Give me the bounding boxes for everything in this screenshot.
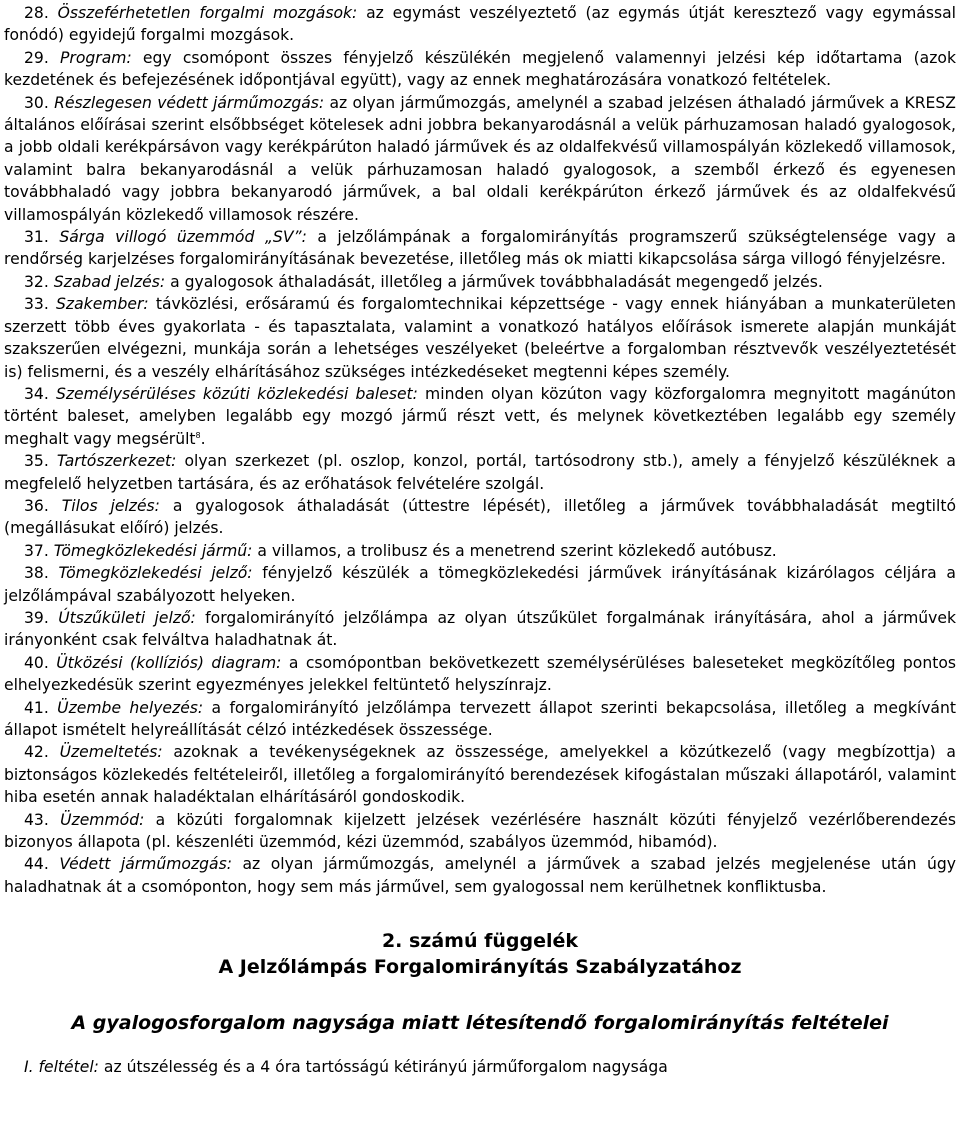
definition-item bbox=[4, 562, 956, 607]
definition-item bbox=[4, 809, 956, 854]
definition-term: Részlegesen védett járműmozgás: bbox=[54, 93, 325, 112]
definition-text: minden olyan közúton vagy közforgalomra megnyitott magánúton történt baleset, amelyben legalább egy mozgó jármű részt vett, és melynek következtében legalább egy személy meghalt vagy megsérült bbox=[4, 384, 956, 448]
definition-text: a jelzőlámpának a forgalomirányítás programszerű szükségtelensége vagy a rendőrség karjelzéses forgalomirányításának bevezetése, illetőleg más ok miatti kikapcsolása sárga villogó fényjelzésre. bbox=[4, 228, 956, 269]
condition-line bbox=[24, 1056, 956, 1078]
definition-number: 44. bbox=[24, 855, 49, 874]
definition-text: az egymást veszélyeztető (az egymás útját keresztező vagy egymással fonódó) egyidejű forgalmi mozgások. bbox=[4, 4, 956, 45]
definition-item bbox=[4, 741, 956, 808]
definition-item bbox=[4, 293, 956, 383]
definition-number: 37. bbox=[24, 541, 49, 560]
definition-number: 31. bbox=[24, 228, 49, 247]
definition-text: egy csomópont összes fényjelző készülékén megjelenő valamennyi jelzési kép időtartama (azok kezdetének és befejezésének időpontjával együtt), vagy az ennek meghatározására vonatkozó feltételek. bbox=[4, 48, 956, 90]
definition-text: forgalomirányító jelzőlámpa az olyan útszűkület forgalmának irányítására, ahol a járművek irányonként csak felváltva haladhatnak át. bbox=[4, 608, 956, 650]
definition-term: Szakember: bbox=[56, 295, 149, 314]
section-title: A gyalogosforgalom nagysága miatt létesítendő forgalomirányítás feltételei bbox=[71, 1012, 889, 1035]
definition-text: olyan szerkezet (pl. oszlop, konzol, portál, tartósodrony stb.), amely a fényjelző készüléknek a megfelelő helyzetben tartására, és az erőhatások felvételére szolgál. bbox=[4, 452, 956, 493]
definition-number: 40. bbox=[24, 653, 49, 672]
definition-text: fényjelző készülék a tömegközlekedési járművek irányításának kizárólagos céljára a jelzőlámpával szabályozott helyeken. bbox=[4, 564, 956, 605]
definition-text: az olyan járműmozgás, amelynél a szabad jelzésen áthaladó járművek a KRESZ általános előírásai szerint elsőbbséget kötelesek adni jobbra bekanyarodásnál a velük párhuzamosan haladó gyalogosok, a jobb oldali kerékpársávon vagy kerékpárúton haladó járművek és az oldalfekvésű villamospályán közlekedő villamosok, valamint balra bekanyarodásnál a velük párhuzamosan haladó gyalogosok, a szemből érkező és egyenesen továbbhaladó vagy jobbra bekanyarodó járművek, a bal oldali kerékpárúton érkező járművek és az oldalfekvésű villamospályán közlekedő villamosok részére. bbox=[4, 93, 956, 224]
definition-term: Szabad jelzés: bbox=[53, 272, 166, 291]
definition-item bbox=[4, 92, 956, 226]
definition-number: 29. bbox=[24, 48, 49, 67]
definition-term: Személysérüléses közúti közlekedési baleset: bbox=[55, 384, 418, 403]
definition-number: 33. bbox=[24, 295, 49, 314]
definition-list bbox=[4, 2, 956, 898]
definition-number: 36. bbox=[24, 496, 49, 515]
definition-number: 28. bbox=[24, 4, 49, 22]
definition-term: Üzemeltetés: bbox=[59, 743, 163, 762]
definition-number: 41. bbox=[24, 698, 49, 717]
definition-item bbox=[4, 47, 956, 92]
definition-term: Tartószerkezet: bbox=[56, 452, 177, 471]
definition-item bbox=[4, 2, 956, 47]
definition-term: Tömegközlekedési jármű: bbox=[53, 541, 253, 560]
definition-term: Üzembe helyezés: bbox=[57, 698, 204, 717]
definition-number: 34. bbox=[24, 384, 49, 403]
definition-text: távközlési, erősáramú és forgalomtechnikai képzettsége - vagy ennek hiányában a munkaterületen szerzett több éves gyakorlata - és tapasztalata, valamint a vonatkozó hatályos előírások ismerete alapján munkáját szakszerűen elvégezni, munkája során a lehetséges veszélyeket (beleértve a forgalomban résztvevők veszélyeztetését is) felismerni, és a veszély elhárításához szükséges intézkedéseket megtenni képes személy. bbox=[4, 295, 956, 381]
definition-item bbox=[4, 697, 956, 742]
definition-term: Program: bbox=[60, 48, 132, 67]
definition-text: a csomópontban bekövetkezett személysérüléses baleseteket megközítőleg pontos elhelyezkedésük szerint egyezményes jelekkel feltüntető helyszínrajz. bbox=[4, 653, 956, 695]
definition-text: a villamos, a trolibusz és a menetrend szerint közlekedő autóbusz. bbox=[252, 541, 777, 560]
definition-text: a gyalogosok áthaladását, illetőleg a járművek továbbhaladását megengedő jelzés. bbox=[165, 272, 823, 291]
definition-item bbox=[4, 607, 956, 652]
footnote-ref[interactable]: 8 bbox=[195, 430, 201, 440]
definition-item bbox=[4, 540, 956, 562]
definition-term: Tömegközlekedési jelző: bbox=[58, 564, 253, 583]
definition-number: 30. bbox=[24, 93, 49, 112]
definition-text: a forgalomirányító jelzőlámpa tervezett állapot szerinti bekapcsolása, illetőleg a megkívánt állapot ismételt helyreállítását célzó intézkedések összessége. bbox=[4, 698, 956, 739]
definition-term: Sárga villogó üzemmód „SV”: bbox=[59, 228, 307, 247]
definition-item bbox=[4, 450, 956, 495]
definition-text: azoknak a tevékenységeknek az összessége, amelyekkel a közútkezelő (vagy megbízottja) a biztonságos közlekedés feltételeiről, illetőleg a forgalomirányító berendezések kifogástalan műszaki állapotáról, valamint hiba esetén annak haladéktalan elhárításáról gondoskodik. bbox=[4, 743, 956, 807]
definition-term: Ütközési (kollíziós) diagram: bbox=[56, 653, 282, 672]
definition-item bbox=[4, 226, 956, 271]
definition-number: 35. bbox=[24, 452, 49, 471]
definition-text: a gyalogosok áthaladását (úttestre lépését), illetőleg a járművek továbbhaladását megtiltó (megállásukat előíró) jelzés. bbox=[4, 496, 956, 538]
condition-term: I. feltétel: bbox=[24, 1058, 99, 1077]
definition-tail: . bbox=[200, 429, 206, 448]
definition-term: Tilos jelzés: bbox=[61, 496, 160, 515]
condition-text: az útszélesség és a 4 óra tartósságú kétirányú járműforgalom nagysága bbox=[98, 1058, 668, 1077]
definition-item bbox=[4, 853, 956, 898]
definition-number: 43. bbox=[24, 810, 49, 829]
definition-number: 42. bbox=[24, 743, 49, 762]
definition-number: 39. bbox=[24, 608, 49, 627]
definition-item bbox=[4, 271, 956, 293]
definition-term: Útszűkületi jelző: bbox=[58, 608, 196, 627]
definition-number: 32. bbox=[24, 272, 49, 291]
definition-item bbox=[4, 383, 956, 450]
definition-text: a közúti forgalomnak kijelzett jelzések vezérlésére használt közúti fényjelző vezérlőberendezés bizonyos állapota (pl. készenléti üzemmód, kézi üzemmód, szabályos üzemmód, hibamód). bbox=[4, 810, 956, 852]
definition-item bbox=[4, 652, 956, 697]
definition-item bbox=[4, 495, 956, 540]
definition-term: Védett járműmozgás: bbox=[59, 855, 232, 874]
appendix-title: 2. számú függelék bbox=[381, 930, 579, 953]
definition-term: Összeférhetetlen forgalmi mozgások: bbox=[57, 4, 358, 22]
appendix-subtitle: A Jelzőlámpás Forgalomirányítás Szabályzatához bbox=[218, 956, 742, 979]
definition-text: az olyan járműmozgás, amelynél a járművek a szabad jelzés megjelenése után úgy haladhatnak át a csomóponton, hogy sem más járművel, sem gyalogossal nem kerülhetnek konfliktusba. bbox=[4, 855, 957, 896]
definition-term: Üzemmód: bbox=[60, 810, 145, 829]
definition-number: 38. bbox=[24, 564, 49, 583]
